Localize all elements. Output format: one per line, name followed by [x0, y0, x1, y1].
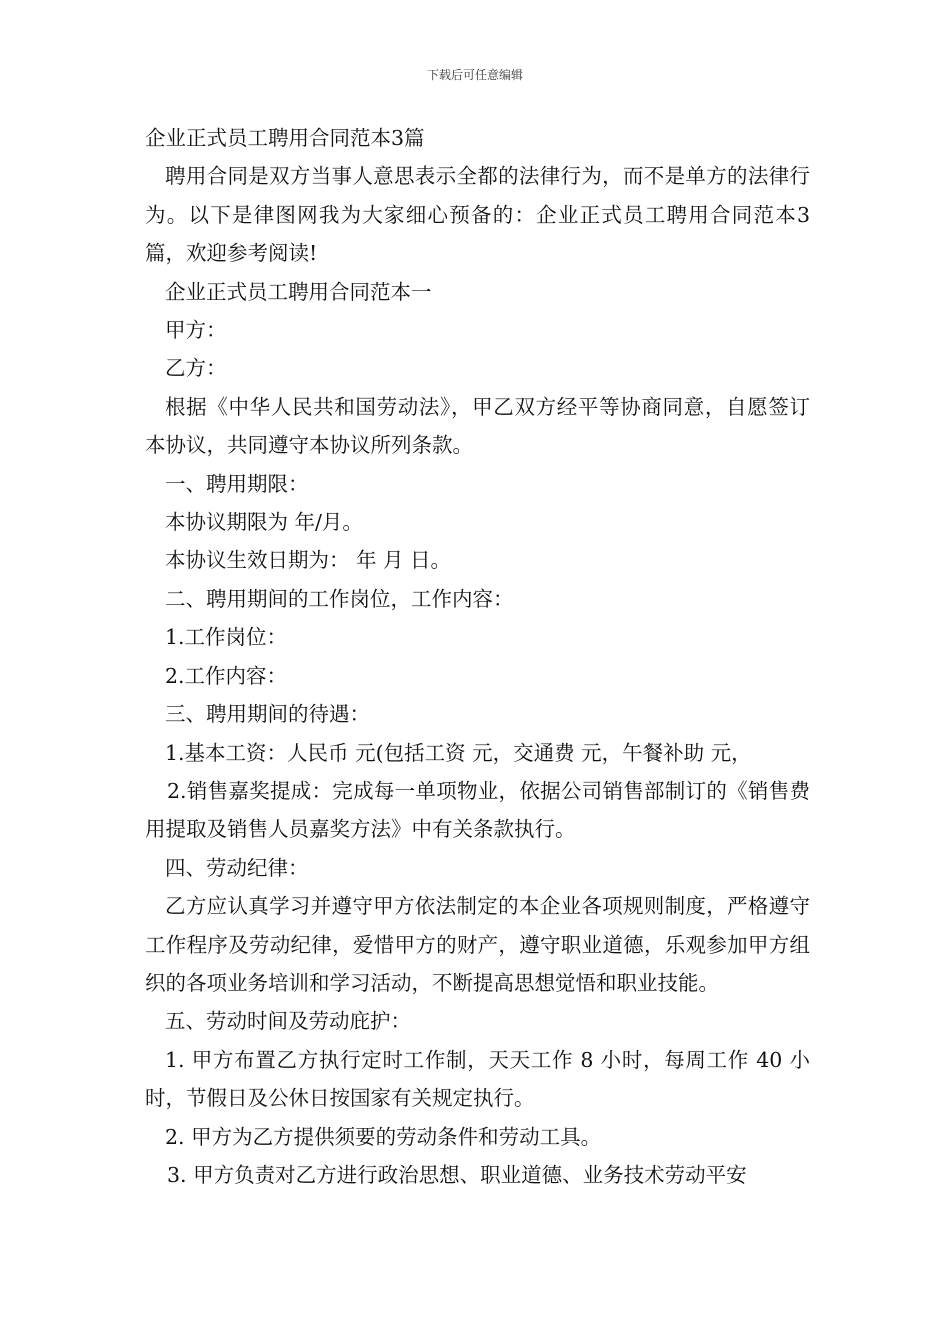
clause-heading: 五、劳动时间及劳动庇护： — [165, 1009, 411, 1034]
header-note: 下载后可任意编辑 — [426, 68, 523, 82]
clause-heading: 三、聘用期间的待遇： — [165, 702, 370, 727]
clause-line: 本协议生效日期为： 年 月 日。 — [165, 548, 452, 573]
clause-line: 2.工作内容： — [165, 663, 288, 688]
clause-line: 本协议期限为 年/月。 — [165, 510, 363, 535]
clause-heading: 四、劳动纪律： — [165, 855, 309, 880]
paragraph-basis: 根据《中华人民共和国劳动法》，甲乙双方经平等协商同意，自愿签订本协议，共同遵守本协议所列条款。 — [145, 394, 810, 458]
party-a-line: 甲方： — [165, 318, 227, 343]
clause-line: 3. 甲方负责对乙方进行政治思想、职业道德、业务技术劳动平安 — [167, 1162, 747, 1187]
clause-line: 1.基本工资：人民币 元(包括工资 元，交通费 元，午餐补助 元， — [165, 740, 752, 765]
document-body — [145, 119, 810, 1194]
paragraph-discipline: 乙方应认真学习并遵守甲方依法制定的本企业各项规则制度，严格遵守工作程序及劳动纪律，爱惜甲方的财产，遵守职业道德，乐观参加甲方组织的各项业务培训和学习活动，不断提高思想觉悟和职业技能。 — [145, 894, 810, 995]
paragraph-intro: 聘用合同是双方当事人意思表示全都的法律行为，而不是单方的法律行为。以下是律图网我为大家细心预备的：企业正式员工聘用合同范本3篇，欢迎参考阅读! — [145, 164, 810, 266]
clause-line: 2.销售嘉奖提成：完成每一单项物业，依据公司销售部制订的《销售费用提取及销售人员嘉奖方法》中有关条款执行。 — [145, 778, 810, 842]
clause-heading: 二、聘用期间的工作岗位，工作内容： — [165, 586, 514, 611]
section-heading: 企业正式员工聘用合同范本一 — [165, 279, 432, 304]
clause-line: 1. 甲方布置乙方执行定时工作制，天天工作 8 小时，每周工作 40 小时，节假日及公休日按国家有关规定执行。 — [145, 1047, 810, 1111]
party-b-line: 乙方： — [165, 356, 227, 381]
clause-line: 2. 甲方为乙方提供须要的劳动条件和劳动工具。 — [165, 1124, 602, 1149]
clause-line: 1.工作岗位： — [165, 625, 288, 650]
document-title: 企业正式员工聘用合同范本3篇 — [145, 126, 425, 150]
clause-heading: 一、聘用期限： — [165, 471, 309, 496]
